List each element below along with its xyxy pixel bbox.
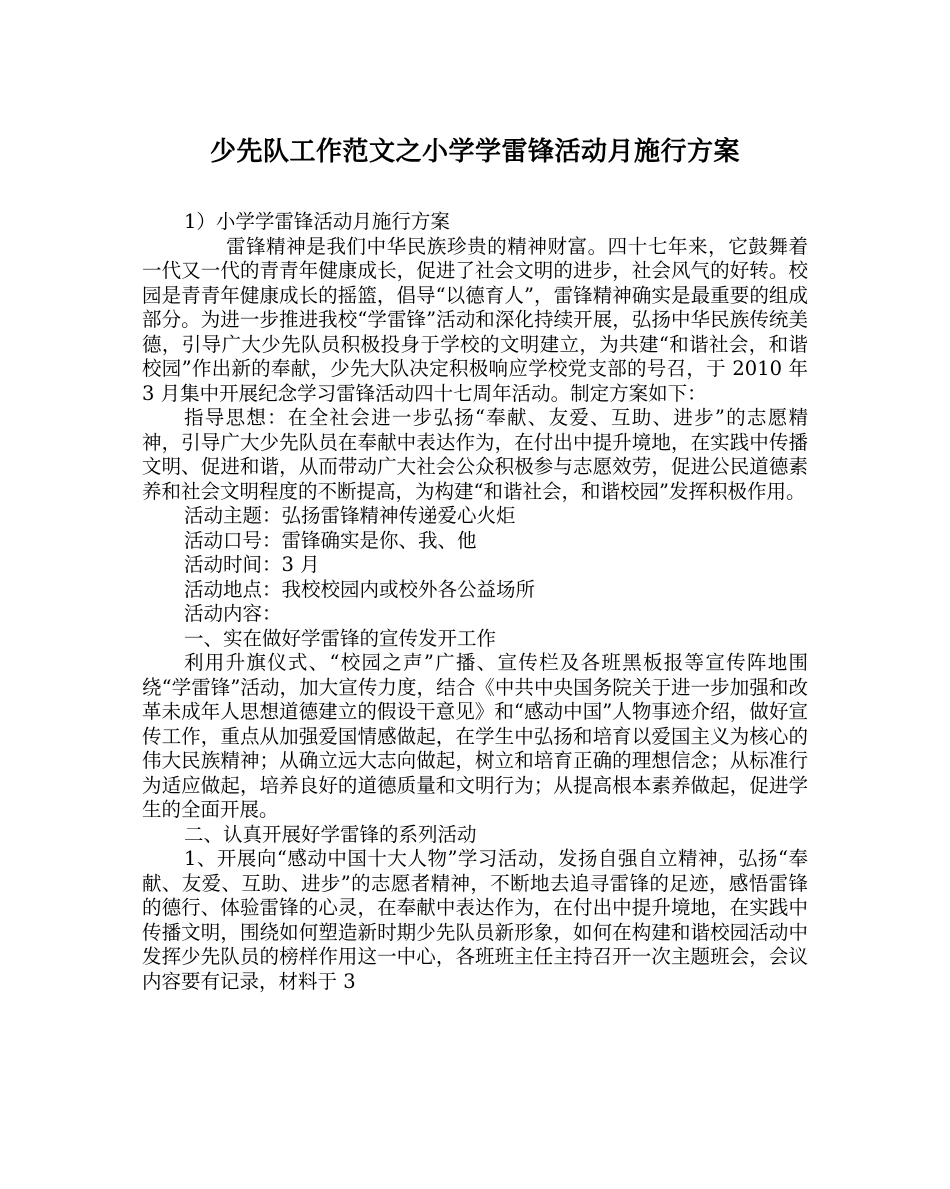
section-heading: 1）小学学雷锋活动月施行方案 bbox=[184, 210, 450, 233]
paragraph-activity-1: 1、开展向“感动中国十大人物”学习活动，发扬自强自立精神，弘扬“奉献、友爱、互助、进步”的志愿者精神，不断地去追寻雷锋的足迹，感悟雷锋的德行、体验雷锋的心灵，在奉献中表达作为，在付出中提升境地，在实践中传播文明，围绕如何塑造新时期少先队员新形象，如何在构建和谐校园活动中发挥少先队员的榜样作用这一中心，各班班主任主持召开一次主题班会，会议内容要有记录，材料于 3 bbox=[142, 847, 808, 993]
activity-slogan: 活动口号：雷锋确实是你、我、他 bbox=[184, 528, 477, 552]
paragraph-guiding-thought: 指导思想：在全社会进一步弘扬“奉献、友爱、互助、进步”的志愿精神，引导广大少先队员在奉献中表达作为，在付出中提升境地，在实践中传播文明、促进和谐，从而带动广大社会公众积极参与志愿效劳，促进公民道德素养和社会文明程度的不断提高，为构建“和谐社会，和谐校园”发挥积极作用。 bbox=[142, 406, 808, 503]
activity-time: 活动时间：3 月 bbox=[184, 553, 320, 576]
document-title: 少先队工作范文之小学学雷锋活动月施行方案 bbox=[209, 137, 740, 167]
activity-theme: 活动主题：弘扬雷锋精神传递爱心火炬 bbox=[184, 504, 516, 527]
paragraph-intro: 雷锋精神是我们中华民族珍贵的精神财富。四十七年来，它鼓舞着一代又一代的青青年健康成长，促进了社会文明的进步，社会风气的好转。校园是青青年健康成长的摇篮，倡导“以德育人”，雷锋精神确实是最重要的组成部分。为进一步推进我校“学雷锋”活动和深化持续开展，弘扬中华民族传统美德，引导广大少先队员积极投身于学校的文明建立，为共建“和谐社会，和谐校园”作出新的奉献，少先大队决定积极响应学校党支部的号召，于 2010 年 3 月集中开展纪念学习雷锋活动四十七周年活动。制定方案如下： bbox=[142, 234, 808, 405]
document-body bbox=[142, 210, 808, 994]
activity-location: 活动地点：我校校园内或校外各公益场所 bbox=[184, 577, 536, 601]
activity-content-label: 活动内容： bbox=[184, 602, 282, 625]
subheading-activities: 二、认真开展好学雷锋的系列活动 bbox=[184, 822, 477, 846]
paragraph-publicity: 利用升旗仪式、“校园之声”广播、宣传栏及各班黑板报等宣传阵地围绕“学雷锋”活动，加大宣传力度，结合《中共中央国务院关于进一步加强和改革未成年人思想道德建立的假设干意见》和“感动中国”人物事迹介绍，做好宣传工作，重点从加强爱国情感做起，在学生中弘扬和培育以爱国主义为核心的伟大民族精神；从确立远大志向做起，树立和培育正确的理想信念；从标准行为适应做起，培养良好的道德质量和文明行为；从提高根本素养做起，促进学生的全面开展。 bbox=[142, 651, 808, 821]
subheading-publicity: 一、实在做好学雷锋的宣传发开工作 bbox=[184, 626, 497, 650]
